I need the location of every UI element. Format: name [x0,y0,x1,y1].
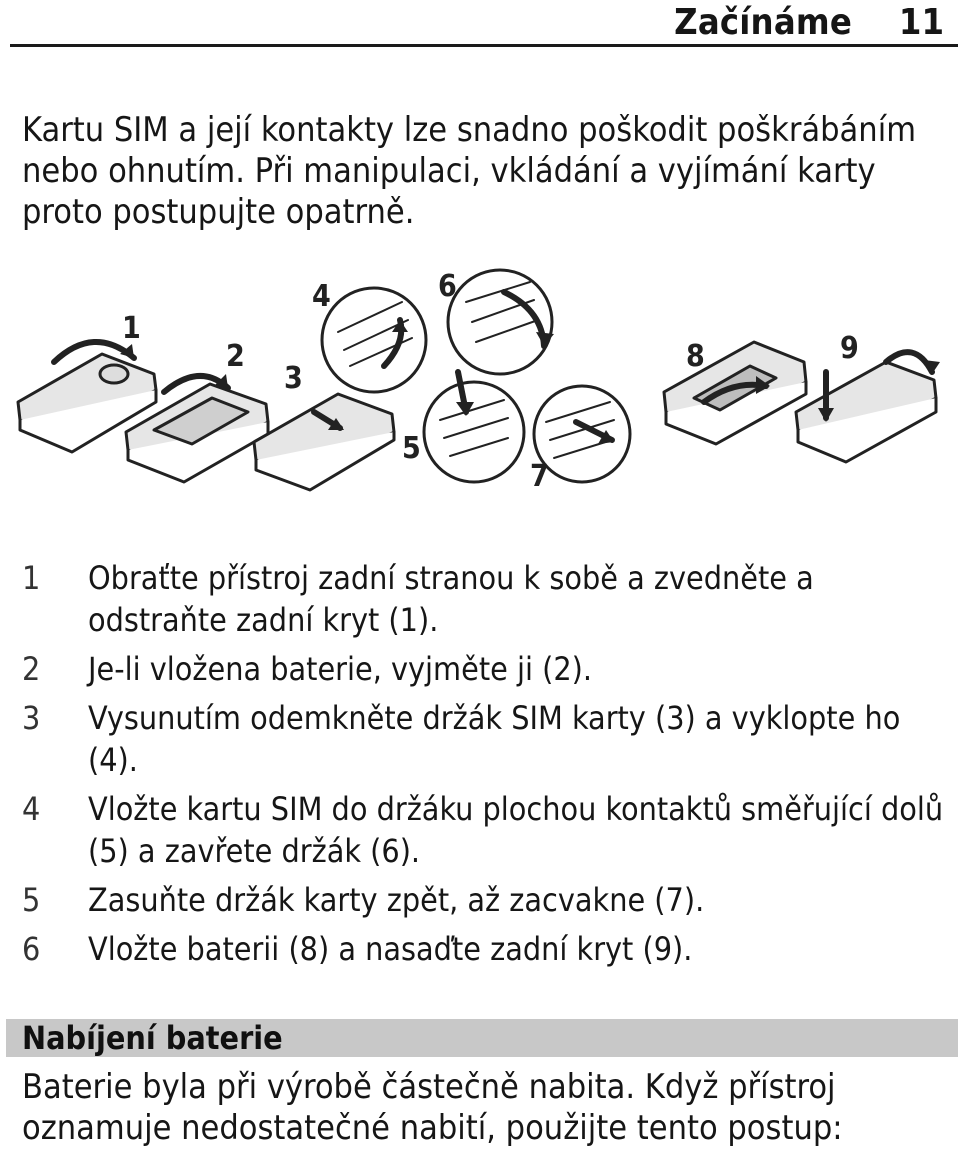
chapter-title: Začínáme [674,2,852,43]
detail-circle-4 [322,288,426,392]
step-text: Vložte kartu SIM do držáku plochou kontaktů směřující dolů (5) a zavřete držák (6). [88,790,944,870]
illustration-label-4: 4 [312,279,331,314]
step-number: 1 [22,559,41,597]
phone-step-9 [796,362,936,462]
list-item [22,788,952,872]
section-heading-bar [6,1019,958,1057]
intro-paragraph: Kartu SIM a její kontakty lze snadno poškodit poškrábáním nebo ohnutím. Při manipulaci, vkládání a vyjímání karty proto postupujte opatrně. [22,110,916,232]
list-item [22,879,952,921]
step-text: Obraťte přístroj zadní stranou k sobě a zvedněte a odstraňte zadní kryt (1). [88,559,814,639]
step-number: 4 [22,790,41,828]
list-item [22,648,952,690]
illustration-label-7: 7 [530,459,549,492]
page-number: 11 [898,2,944,43]
sim-insertion-illustration [14,262,944,492]
step-number: 6 [22,930,41,968]
illustration-label-1: 1 [122,311,141,346]
section-paragraph: Baterie byla při výrobě částečně nabita. Když přístroj oznamuje nedostatečné nabití, použijte tento postup: [22,1067,843,1148]
step-text: Vložte baterii (8) a nasaďte zadní kryt (9). [88,930,693,968]
list-item [22,697,952,781]
step-text: Je-li vložena baterie, vyjměte ji (2). [88,650,593,688]
list-item [22,557,952,641]
detail-circle-5 [424,382,524,482]
step-text: Zasuňte držák karty zpět, až zacvakne (7). [88,881,705,919]
step-text: Vysunutím odemkněte držák SIM karty (3) a vyklopte ho (4). [88,699,901,779]
illustration-label-9: 9 [840,331,859,366]
phone-step-3 [254,394,394,490]
illustration-label-6: 6 [438,269,457,304]
page-header [10,0,958,47]
list-item [22,928,952,970]
section-title: Nabíjení baterie [22,1019,283,1057]
step-number: 3 [22,699,41,737]
instruction-steps [22,557,952,977]
illustration-label-5: 5 [402,431,421,466]
illustration-label-8: 8 [686,339,705,374]
step-number: 2 [22,650,41,688]
step-number: 5 [22,881,41,919]
illustration-label-2: 2 [226,339,245,374]
illustration-label-3: 3 [284,361,303,396]
